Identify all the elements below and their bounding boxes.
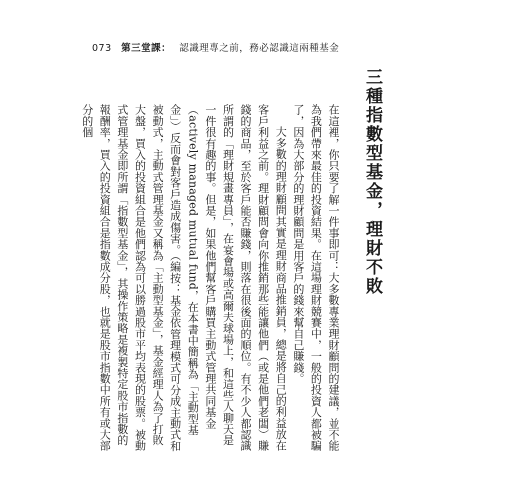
section-title: 三種指數型基金，理財不敗 — [362, 68, 382, 296]
paragraph: 大多數的理財顧問其實是理財商品推銷員，總是將自己的利益放在客戶利益之前。理財顧問會向你推銷那些能讓他們（或是他們老闆）賺錢的商品，至於客戶能否賺錢，則落在很後面的順位。有不少人都認識所謂的「理財規畫專員」，在宴會場或高爾夫球場上，和這些人聊天是一件很有趣的事。但是，如果他們幫客戶購買主動式管理共同基金（actively managed mutual fund，在本書中簡稱為「主動型基金」）反而會對客戶造成傷害。（編按：基金依管理模式可分成主動式和被動式，主動式管理基金又稱為「主動型基金」，基金經理人為了打敗大盤，買入的投資組合是他們認為可以勝過股市平均表現的股票。被動式管理基金即所謂「指數型基金」，其操作策略是複製特定股市指數的報酬率，買入的投資組合是指數成分股，也就是股市指數中所有或大部分的個 — [80, 104, 288, 452]
page-number: 073 — [92, 43, 112, 54]
body-text — [78, 104, 342, 456]
paragraph: 在這裡，你只要了解一件事即可：大多數專業理財顧問的建議，並不能為我們帶來最佳的投資結果。在這場理財競賽中，一般的投資人都被騙了，因為大部分的理財顧問是用客戶的錢來幫自己賺錢。 — [291, 104, 340, 452]
chapter-label: 第三堂課： — [121, 43, 172, 54]
chapter-subtitle: 認識理專之前，務必認識這兩種基金 — [179, 43, 340, 54]
running-header — [92, 40, 339, 54]
